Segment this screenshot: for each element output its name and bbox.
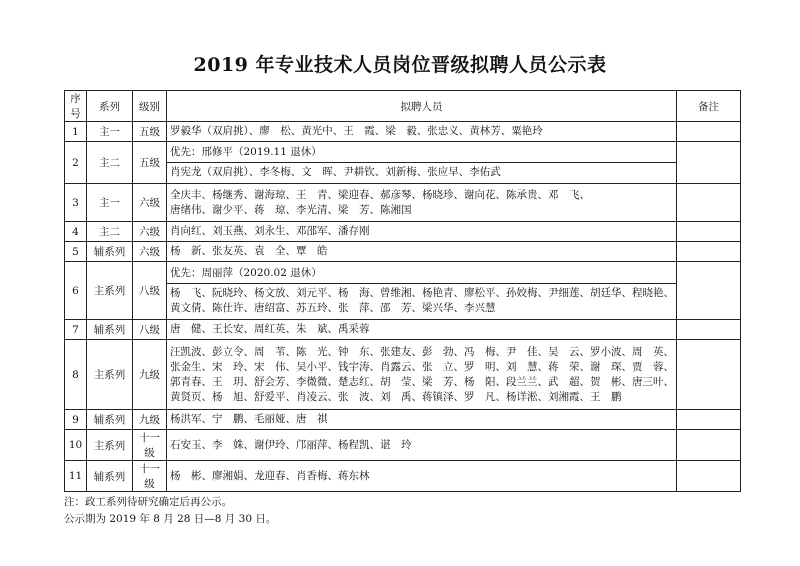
people-line: 唐绪伟、谢少平、蒋 琼、李光清、梁 芳、陈湘国 [170, 203, 412, 216]
row-people [167, 320, 677, 340]
table-row [65, 222, 741, 242]
row-series: 主系列 [87, 340, 133, 410]
row-people [167, 184, 677, 222]
row-people [167, 222, 677, 242]
row-people [167, 461, 677, 492]
people-line: 唐 健、王长安、周红英、朱 斌、禹采蓉 [170, 323, 370, 335]
row-series: 辅系列 [87, 242, 133, 262]
table-header-row [65, 91, 741, 122]
table-row [65, 184, 741, 222]
row-level: 六级 [133, 242, 167, 262]
table-row [65, 410, 741, 430]
row-index: 10 [65, 430, 87, 461]
row-series: 主系列 [87, 262, 133, 320]
table-row [65, 142, 741, 184]
announcement-table [64, 90, 741, 492]
row-people [167, 242, 677, 262]
people-line: 肖向红、刘玉燕、刘永生、邓邵军、潘存刚 [170, 225, 370, 237]
row-level: 六级 [133, 184, 167, 222]
row-level: 八级 [133, 320, 167, 340]
people-line: 杨 飞、阮晓玲、杨文放、刘元平、杨 海、曾维湘、杨艳青、廖松平、孙姣梅、尹细莲、胡廷华、程晓艳、 [170, 286, 674, 299]
table-row [65, 340, 741, 410]
people-line: 杨洪军、宁 鹏、毛丽娅、唐 祺 [170, 413, 328, 425]
note-line: 公示期为 2019 年 8 月 28 日—8 月 30 日。 [64, 513, 277, 525]
row-remark [677, 184, 741, 222]
people-line: 肖宪龙（双肩挑）、李冬梅、文 晖、尹耕钦、刘新梅、张应早、李佑武 [170, 166, 501, 178]
row-series: 主二 [87, 142, 133, 184]
cell-divider [166, 162, 677, 163]
table-row [65, 262, 741, 320]
row-remark [677, 461, 741, 492]
row-index: 1 [65, 122, 87, 142]
row-level: 六级 [133, 222, 167, 242]
row-level: 十一级 [133, 430, 167, 461]
row-remark [677, 262, 741, 320]
people-line: 黄文倩、陈仕许、唐绍富、苏五玲、张 萍、邵 芳、梁兴华、李兴慧 [170, 301, 496, 314]
table-body [65, 122, 741, 492]
row-level: 九级 [133, 340, 167, 410]
row-series: 辅系列 [87, 320, 133, 340]
row-series: 主二 [87, 222, 133, 242]
people-line: 汪凯波、彭立令、周 苇、陈 光、钟 东、张建友、彭 勃、冯 梅、尹 佳、吴 云、罗小波、周 英、 [170, 345, 674, 358]
row-people [167, 340, 677, 410]
people-line: 优先：周丽萍（2020.02 退休） [170, 266, 322, 279]
row-index: 8 [65, 340, 87, 410]
people-line: 张金生、宋 玲、宋 伟、吴小平、钱宇涛、肖露云、张 立、罗 明、刘 慧、蒋 荣、谢 琛、贾 蓉、 [170, 360, 674, 373]
row-series: 主一 [87, 184, 133, 222]
note-line: 注：政工系列待研究确定后再公示。 [64, 496, 232, 508]
people-line: 优先：邢修平（2019.11 退休） [170, 146, 322, 158]
row-people [167, 262, 677, 320]
row-index: 5 [65, 242, 87, 262]
table-row [65, 461, 741, 492]
page-title: 2019 年专业技术人员岗位晋级拟聘人员公示表 [193, 54, 607, 76]
row-remark [677, 142, 741, 184]
people-line: 石安玉、李 姝、谢伊玲、邝丽萍、杨程凯、谌 玲 [170, 438, 412, 451]
row-people [167, 430, 677, 461]
people-line: 黄贤页、杨 旭、舒爱平、肖凌云、张 波、刘 禹、蒋镇泽、罗 凡、杨详淞、刘湘霞、王 鹏 [170, 390, 622, 403]
people-line: 杨 彬、廖湘娟、龙迎春、肖香梅、蒋东林 [170, 469, 370, 482]
row-level: 九级 [133, 410, 167, 430]
row-level: 八级 [133, 262, 167, 320]
row-remark [677, 222, 741, 242]
row-remark [677, 122, 741, 142]
row-people [167, 142, 677, 184]
table-row [65, 122, 741, 142]
row-people [167, 410, 677, 430]
table-row [65, 242, 741, 262]
row-people [167, 122, 677, 142]
row-level: 十一级 [133, 461, 167, 492]
people-line: 杨 新、张友英、袁 全、覃 皓 [170, 245, 328, 257]
table-row [65, 320, 741, 340]
header-level: 级别 [133, 91, 167, 122]
people-line: 郭青春、王 玥、舒会芳、李微微、楚志红、胡 莹、梁 芳、杨 阳、段兰兰、武 超、贺 彬、唐三叶、 [170, 375, 674, 388]
row-remark [677, 242, 741, 262]
row-series: 主系列 [87, 430, 133, 461]
row-level: 五级 [133, 142, 167, 184]
row-index: 4 [65, 222, 87, 242]
row-index: 7 [65, 320, 87, 340]
row-index: 3 [65, 184, 87, 222]
row-index: 11 [65, 461, 87, 492]
row-series: 主一 [87, 122, 133, 142]
row-remark [677, 430, 741, 461]
row-index: 6 [65, 262, 87, 320]
row-index: 9 [65, 410, 87, 430]
people-line: 全庆丰、杨继秀、谢海琼、王 青、梁迎春、郝彦琴、杨晓珍、谢向花、陈承贵、邓 飞、 [170, 188, 590, 201]
row-remark [677, 320, 741, 340]
row-level: 五级 [133, 122, 167, 142]
header-series: 系列 [87, 91, 133, 122]
table-row [65, 430, 741, 461]
header-index: 序号 [65, 91, 87, 122]
header-remark: 备注 [677, 91, 741, 122]
people-line: 罗毅华（双肩挑）、廖 松、黄光中、王 霞、梁 毅、张忠义、黄林芳、粟艳玲 [170, 125, 543, 137]
row-remark [677, 340, 741, 410]
row-series: 辅系列 [87, 410, 133, 430]
row-index: 2 [65, 142, 87, 184]
header-people: 拟聘人员 [167, 91, 677, 122]
row-series: 辅系列 [87, 461, 133, 492]
row-remark [677, 410, 741, 430]
cell-divider [166, 283, 677, 284]
